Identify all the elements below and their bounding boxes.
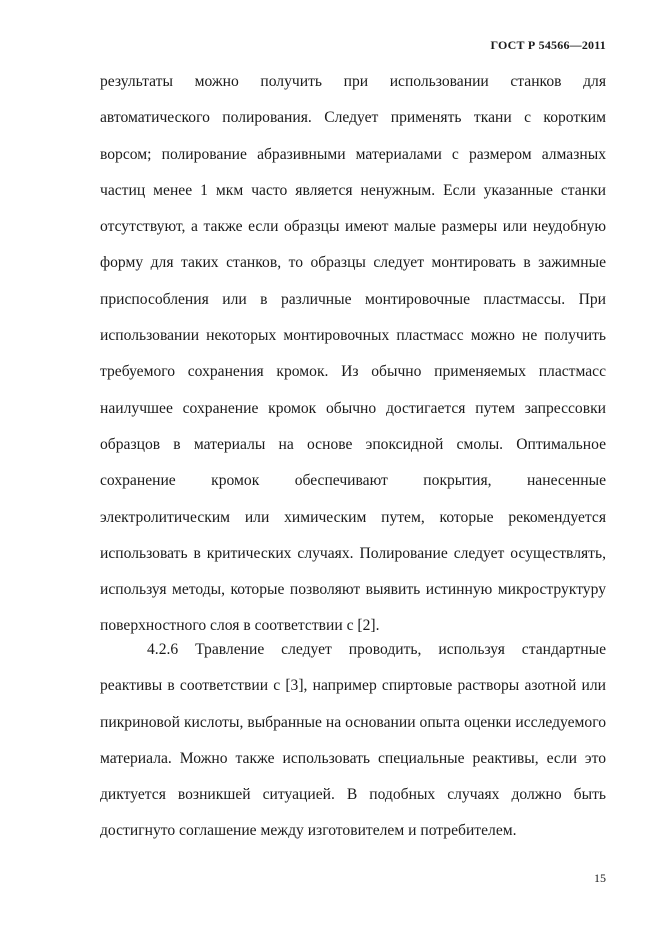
- text-line: используя методы, которые позволяют выявить истинную микроструктуру: [100, 581, 606, 599]
- text-line: реактивы в соответствии с [3], например спиртовые растворы азотной или: [100, 677, 606, 695]
- text-line: наилучшее сохранение кромок обычно достигается путем запрессовки: [100, 399, 606, 417]
- text-line: форму для таких станков, то образцы следует монтировать в зажимные: [100, 254, 606, 272]
- page-number: 15: [594, 871, 606, 885]
- text-line: диктуется возникшей ситуацией. В подобных случаях должно быть: [100, 786, 606, 804]
- text-line: пикриновой кислоты, выбранные на основании опыта оценки исследуемого: [100, 713, 606, 731]
- text-line: требуемого сохранения кромок. Из обычно применяемых пластмасс: [100, 363, 606, 381]
- text-line: образцов в материалы на основе эпоксидной смолы. Оптимальное: [100, 435, 606, 453]
- text-line: поверхностного слоя в соответствии с [2].: [100, 617, 380, 635]
- clause-first-line: 4.2.6 Травление следует проводить, используя стандартные: [147, 641, 606, 658]
- paragraph-etching: [100, 632, 606, 850]
- document-header: ГОСТ Р 54566—2011: [490, 38, 606, 52]
- text-line: автоматического полирования. Следует применять ткани с коротким: [100, 109, 606, 127]
- text-line: ворсом; полирование абразивными материалами с размером алмазных: [100, 145, 606, 163]
- text-line: использовать в критических случаях. Полирование следует осуществлять,: [100, 544, 606, 562]
- paragraph-polishing: [100, 64, 606, 645]
- text-line: использовании некоторых монтировочных пластмасс можно не получить: [100, 327, 606, 345]
- text-line: сохранение кромок обеспечивают покрытия, нанесенные: [100, 472, 606, 490]
- text-line: отсутствуют, а также если образцы имеют малые размеры или неудобную: [100, 218, 606, 236]
- text-line: частиц менее 1 мкм часто является ненужным. Если указанные станки: [100, 181, 606, 199]
- text-line: материала. Можно также использовать специальные реактивы, если это: [100, 749, 606, 767]
- text-line: приспособления или в различные монтировочные пластмассы. При: [100, 290, 606, 308]
- text-line: достигнуто соглашение между изготовителем и потребителем.: [100, 822, 517, 840]
- text-line: результаты можно получить при использовании станков для: [100, 73, 606, 90]
- text-line: электролитическим или химическим путем, которые рекомендуется: [100, 508, 606, 526]
